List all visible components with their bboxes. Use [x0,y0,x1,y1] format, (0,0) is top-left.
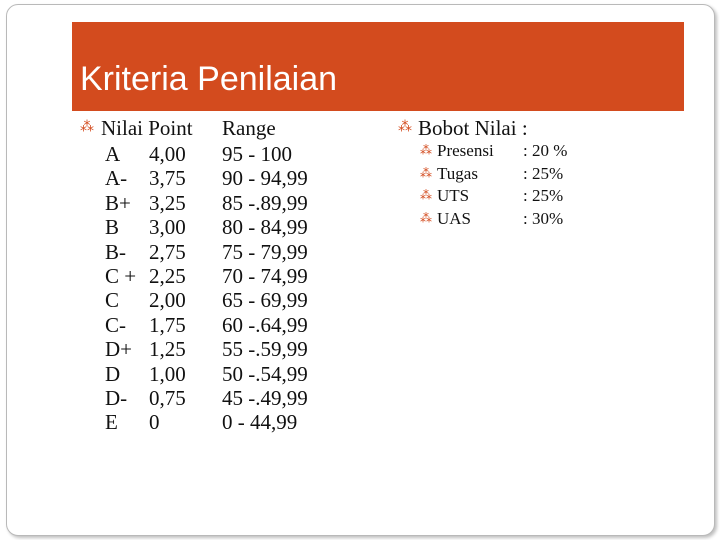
grade-range: 60 -.64,99 [222,312,308,337]
grade-letter: B+ [105,190,131,215]
bullet-icon: ⁂ [80,119,94,135]
grade-letter: B- [105,239,126,264]
bullet-icon: ⁂ [398,119,412,135]
grade-letter: E [105,410,118,435]
grade-point: 3,75 [149,166,186,191]
bobot-label: UAS [437,208,472,228]
grade-point: 2,75 [149,239,186,264]
bobot-value: : 20 % [523,141,568,160]
grade-point: 0,75 [149,386,186,410]
grade-range: 85 -.89,99 [222,190,308,215]
grade-point: 1,25 [149,337,186,362]
grade-letter: C + [105,264,137,288]
bobot-label: UTS [437,186,470,205]
grade-point: 3,00 [149,215,186,240]
grade-letter: D+ [105,337,133,362]
grade-range: 90 - 94,99 [222,166,308,191]
grade-letter: A- [105,166,128,191]
grade-letter: D- [105,386,128,410]
bobot-label: Presensi [437,141,494,160]
grade-point: 4,00 [149,142,186,166]
grade-range: 95 - 100 [222,142,292,166]
bobot-heading: Bobot Nilai : [418,116,528,140]
bullet-icon: ⁂ [420,165,432,180]
grade-range: 80 - 84,99 [222,215,308,240]
bullet-icon: ⁂ [420,210,432,225]
grade-range: 65 - 69,99 [222,288,308,313]
grade-letter: D [105,361,121,386]
bullet-icon: ⁂ [420,143,432,157]
bobot-value: : 30% [523,208,564,228]
grade-point: 3,25 [149,190,186,215]
grade-range: 50 -.54,99 [222,361,308,386]
grade-letter: B [105,215,120,240]
bullet-icon: ⁂ [420,188,432,202]
grade-point: 1,75 [149,312,186,337]
grade-letter: C- [105,312,126,337]
bobot-label: Tugas [437,163,478,183]
grade-point: 2,25 [149,264,186,288]
grade-range: 70 - 74,99 [222,264,308,288]
bobot-value: : 25% [523,163,564,183]
grade-point: 2,00 [149,288,186,313]
grade-range: 55 -.59,99 [222,337,308,362]
grade-point: 1,00 [149,361,186,386]
grade-range: 75 - 79,99 [222,239,308,264]
grade-point: 0 [149,410,160,435]
grade-range: 0 - 44,99 [222,410,298,435]
grade-range: 45 -.49,99 [222,386,308,410]
range-header: Range [222,116,276,140]
slide-title: Kriteria Penilaian [80,60,338,98]
bobot-value: : 25% [523,186,564,205]
nilai-point-header: Nilai Point [101,116,193,140]
title-bar [72,22,684,111]
grade-letter: A [105,142,121,166]
grade-letter: C [105,288,120,313]
